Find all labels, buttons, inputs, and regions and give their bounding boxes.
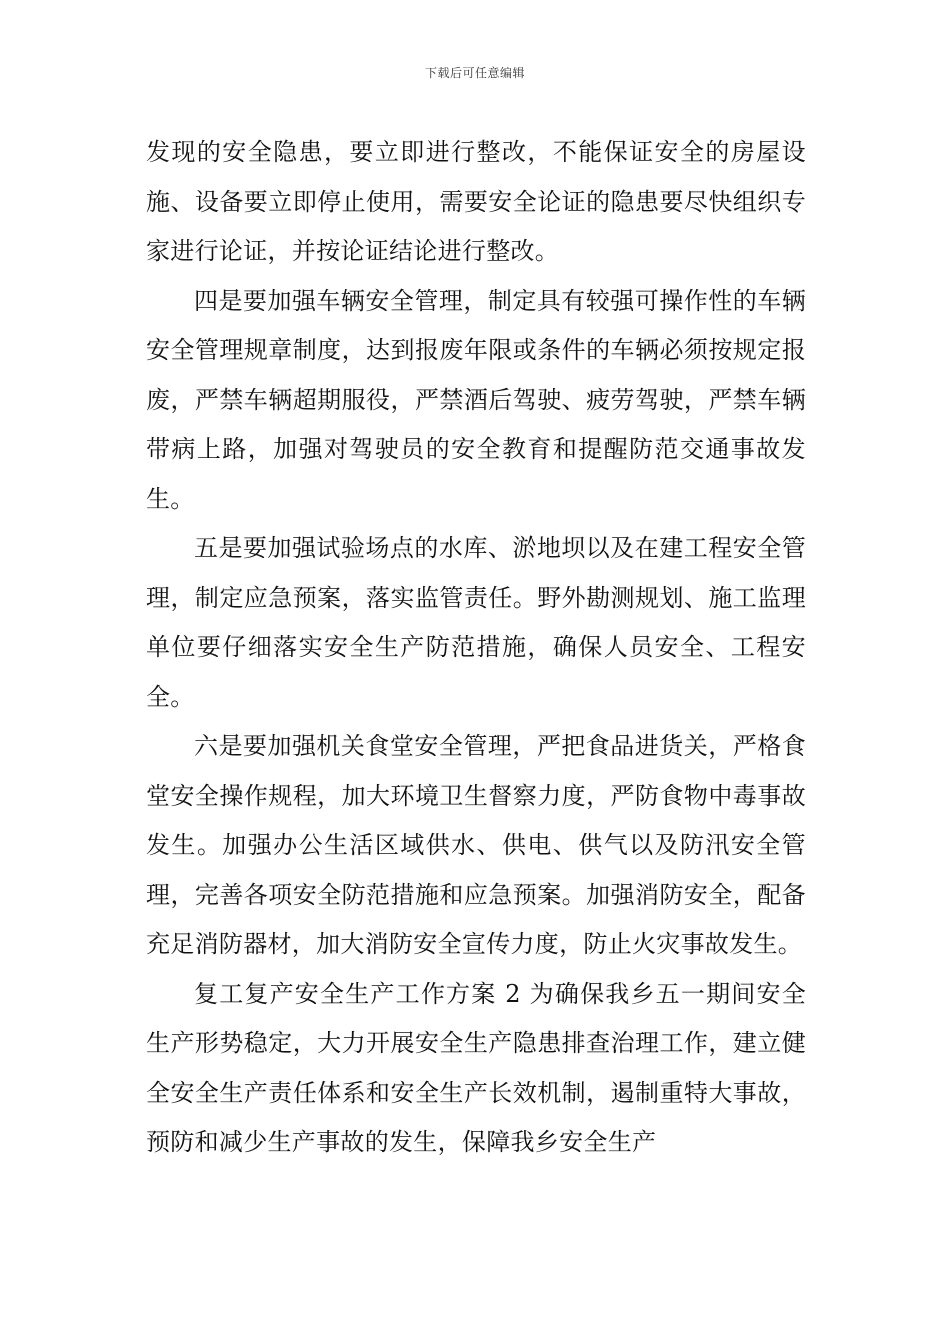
paragraph-canteen-safety: 六是要加强机关食堂安全管理，严把食品进货关，严格食堂安全操作规程，加大环境卫生督察力度，严防食物中毒事故发生。加强办公生活区域供水、供电、供气以及防汛安全管理，完善各项安全防范措施和应急预案。加强消防安全，配备充足消防器材，加大消防安全宣传力度，防止火灾事故发生。 (146, 732, 806, 958)
paragraph-vehicle-safety: 四是要加强车辆安全管理，制定具有较强可操作性的车辆安全管理规章制度，达到报废年限或条件的车辆必须按规定报废，严禁车辆超期服役，严禁酒后驾驶、疲劳驾驶，严禁车辆带病上路，加强对驾驶员的安全教育和提醒防范交通事故发生。 (146, 286, 806, 513)
paragraph-plan-2: 复工复产安全生产工作方案 2 为确保我乡五一期间安全生产形势稳定，大力开展安全生产隐患排查治理工作，建立健全安全生产责任体系和安全生产长效机制，遏制重特大事故，预防和减少生产事故的发生，保障我乡安全生产 (146, 979, 806, 1156)
paragraph-continuation: 发现的安全隐患，要立即进行整改，不能保证安全的房屋设施、设备要立即停止使用，需要安全论证的隐患要尽快组织专家进行论证，并按论证结论进行整改。 (146, 138, 806, 265)
paragraph-test-site-safety: 五是要加强试验场点的水库、淤地坝以及在建工程安全管理，制定应急预案，落实监管责任。野外勘测规划、施工监理单位要仔细落实安全生产防范措施，确保人员安全、工程安全。 (146, 534, 806, 711)
page-header: 下载后可任意编辑 (424, 66, 525, 80)
document-body (146, 128, 806, 1168)
